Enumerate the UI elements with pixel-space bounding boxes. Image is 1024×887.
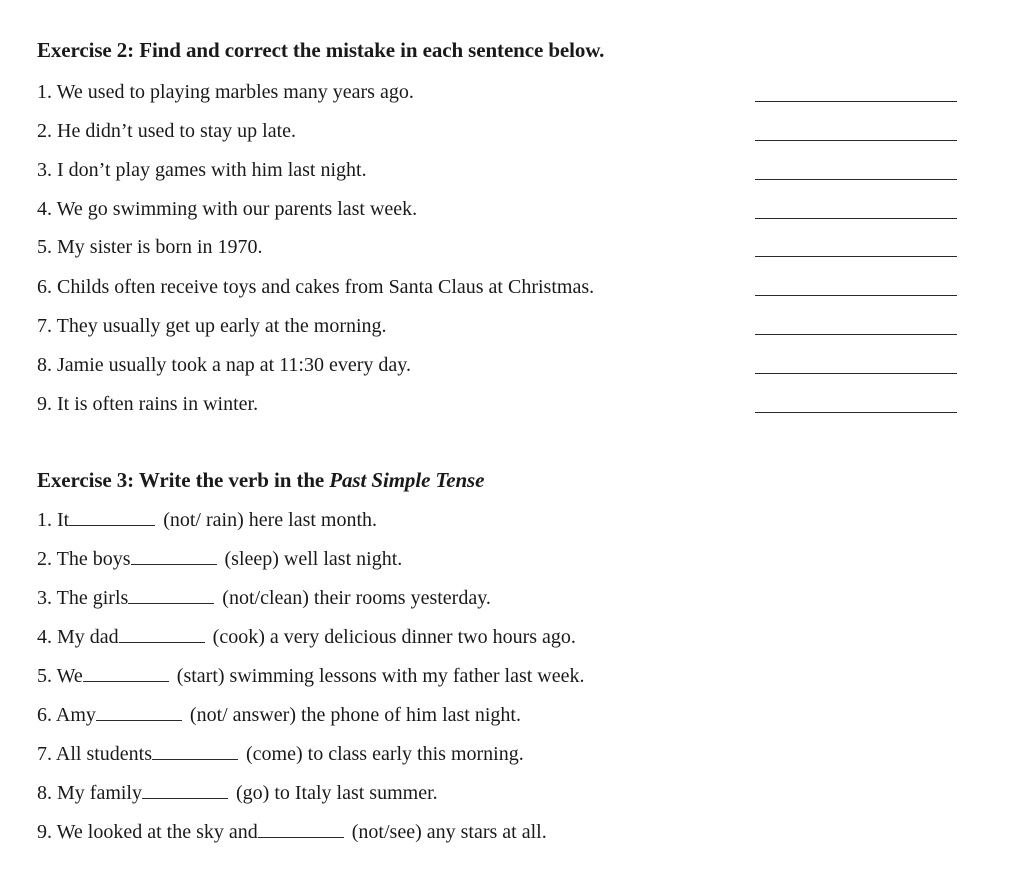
item-text-after: (start) swimming lessons with my father last week.: [176, 665, 585, 687]
exercise-3-item-5: [37, 664, 585, 688]
exercise-2-title: Exercise 2: Find and correct the mistake in each sentence below.: [37, 38, 605, 62]
exercise-3-item-1: [37, 508, 377, 532]
item-text-before: 6. Amy: [37, 704, 96, 726]
item-text-before: 3. The girls: [37, 587, 129, 609]
item-text-before: 5. We: [37, 665, 83, 687]
fill-in-blank[interactable]: [128, 586, 214, 604]
exercise-3-title: [37, 468, 484, 493]
exercise-3-item-3: [37, 586, 491, 610]
exercise-2-item-7: 7. They usually get up early at the morning.: [37, 315, 387, 337]
exercise-2-item-5: 5. My sister is born in 1970.: [37, 236, 263, 258]
item-text-after: (not/clean) their rooms yesterday.: [222, 587, 491, 609]
item-text-after: (cook) a very delicious dinner two hours ago.: [212, 626, 576, 648]
item-text-before: 7. All students: [37, 743, 153, 765]
exercise-3-item-8: [37, 781, 438, 805]
item-text-after: (come) to class early this morning.: [246, 743, 524, 765]
exercise-2-item-2: 2. He didn’t used to stay up late.: [37, 120, 297, 142]
item-text-after: (not/ rain) here last month.: [163, 509, 378, 531]
item-text-before: 2. The boys: [37, 548, 131, 570]
exercise-2-answer-line-1[interactable]: [755, 101, 957, 102]
exercise-2-answer-line-5[interactable]: [755, 256, 957, 257]
fill-in-blank[interactable]: [119, 625, 205, 643]
exercise-3-item-6: [37, 703, 521, 727]
fill-in-blank[interactable]: [142, 781, 228, 799]
item-text-after: (not/see) any stars at all.: [351, 821, 547, 843]
item-text-after: (sleep) well last night.: [224, 548, 403, 570]
item-text-after: (not/ answer) the phone of him last night.: [189, 704, 521, 726]
exercise-3-title-prefix: Exercise 3: Write the verb in the: [37, 468, 330, 492]
exercise-2-item-4: 4. We go swimming with our parents last week.: [37, 198, 418, 220]
item-text-before: 9. We looked at the sky and: [37, 821, 258, 843]
exercise-3-item-9: [37, 820, 547, 844]
exercise-2-item-3: 3. I don’t play games with him last night.: [37, 159, 367, 181]
fill-in-blank[interactable]: [131, 547, 217, 565]
item-text-before: 1. It: [37, 509, 70, 531]
exercise-2-item-1: 1. We used to playing marbles many years ago.: [37, 81, 414, 103]
fill-in-blank[interactable]: [258, 820, 344, 838]
exercise-2-item-9: 9. It is often rains in winter.: [37, 393, 259, 415]
fill-in-blank[interactable]: [152, 742, 238, 760]
exercise-2-answer-line-8[interactable]: [755, 373, 957, 374]
item-text-after: (go) to Italy last summer.: [236, 782, 438, 804]
exercise-2-item-6: 6. Childs often receive toys and cakes from Santa Claus at Christmas.: [37, 276, 595, 298]
exercise-2-answer-line-4[interactable]: [755, 218, 957, 219]
exercise-2-answer-line-2[interactable]: [755, 140, 957, 141]
exercise-3-item-7: [37, 742, 524, 766]
exercise-2-item-8: 8. Jamie usually took a nap at 11:30 every day.: [37, 354, 411, 376]
exercise-2-answer-line-9[interactable]: [755, 412, 957, 413]
item-text-before: 4. My dad: [37, 626, 119, 648]
exercise-2-answer-line-6[interactable]: [755, 295, 957, 296]
exercise-3-item-4: [37, 625, 576, 649]
item-text-before: 8. My family: [37, 782, 142, 804]
exercise-3-item-2: [37, 547, 402, 571]
fill-in-blank[interactable]: [69, 508, 155, 526]
exercise-3-title-emphasis: Past Simple Tense: [329, 468, 485, 492]
fill-in-blank[interactable]: [83, 664, 169, 682]
exercise-2-answer-line-7[interactable]: [755, 334, 957, 335]
exercise-2-answer-line-3[interactable]: [755, 179, 957, 180]
fill-in-blank[interactable]: [96, 703, 182, 721]
